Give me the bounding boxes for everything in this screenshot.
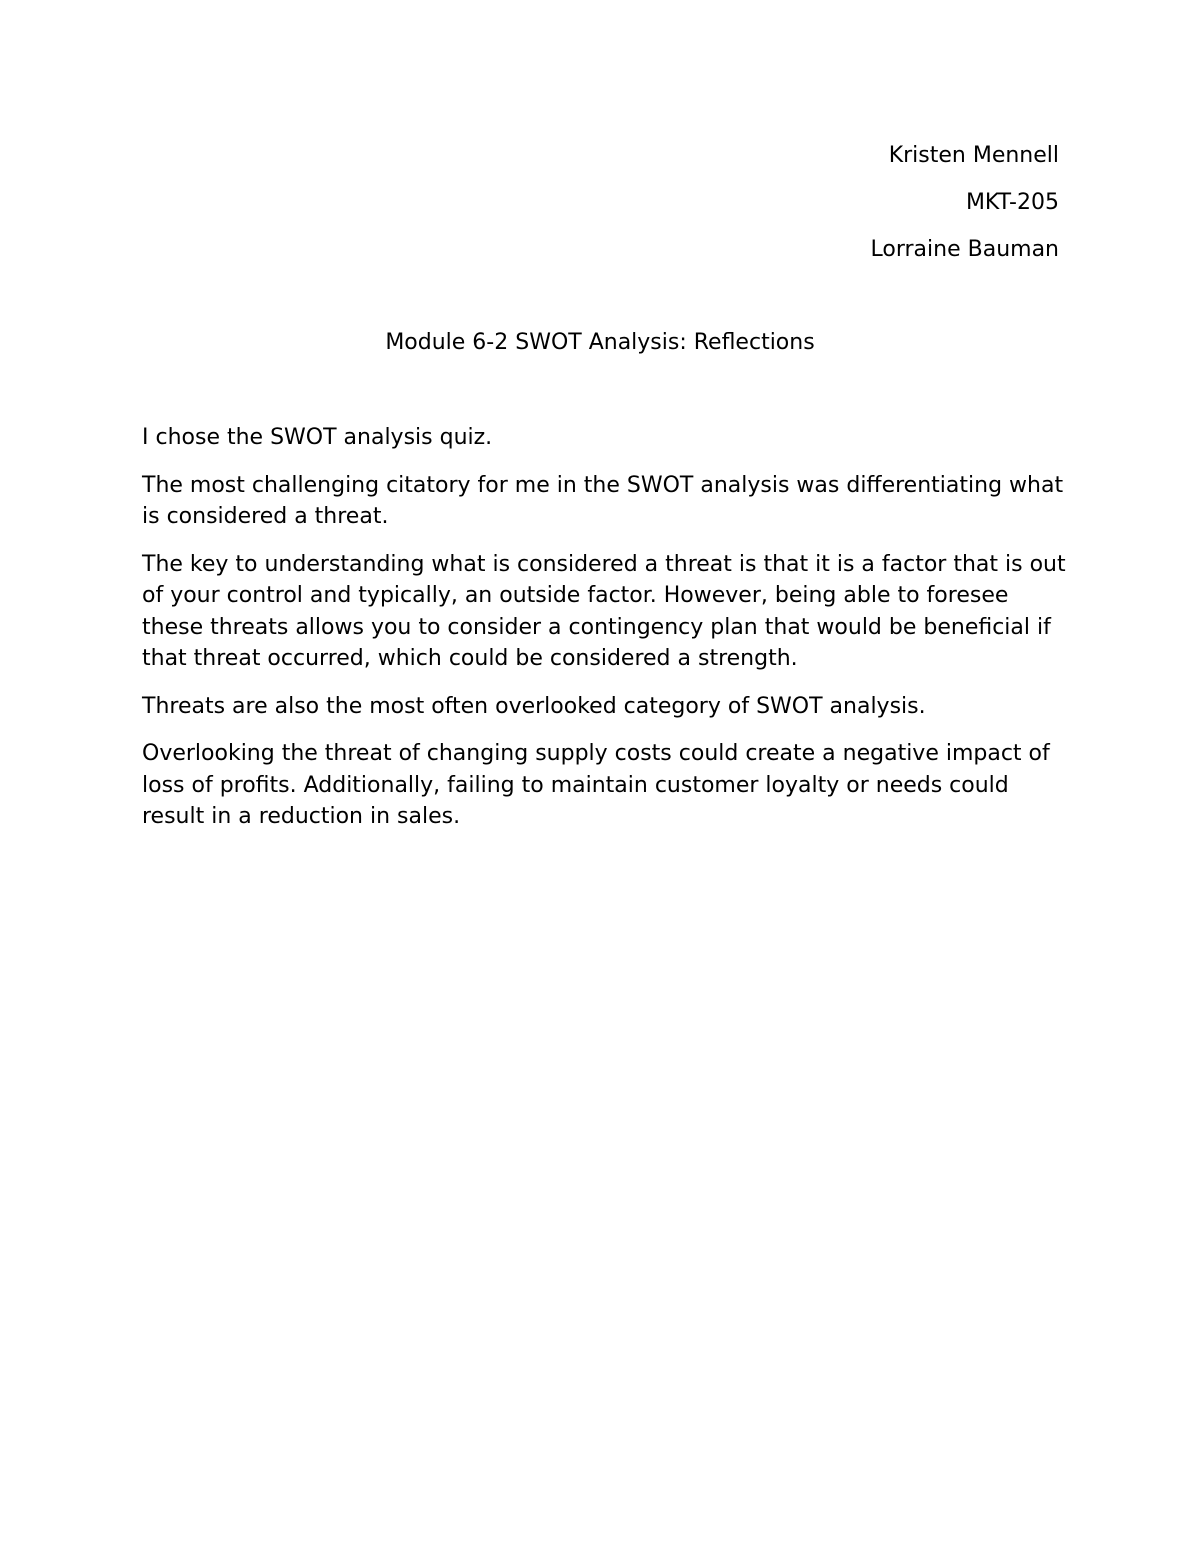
paragraph-threat-definition: The key to understanding what is considered a threat is that it is a factor that is out of your control and typically, an outside factor. However, being able to foresee these threats allows you to consider a contingency plan that would be beneficial if that threat occurred, which could be considered a strength. <box>142 551 1066 671</box>
instructor-name: Lorraine Bauman <box>870 237 1059 262</box>
paragraph-quiz-choice: I chose the SWOT analysis quiz. <box>142 425 493 450</box>
paragraph-examples: Overlooking the threat of changing supply costs could create a negative impact of loss of profits. Additionally, failing to maintain customer loyalty or needs could result in a reduction in sales. <box>142 741 1050 829</box>
document-title: Module 6-2 SWOT Analysis: Reflections <box>385 330 815 355</box>
document-body <box>142 422 1067 849</box>
header-block <box>871 140 1059 281</box>
paragraph-overlooked: Threats are also the most often overlooked category of SWOT analysis. <box>142 693 926 719</box>
paragraph-challenge: The most challenging citatory for me in the SWOT analysis was differentiating what is considered a threat. <box>142 472 1064 529</box>
author-name: Kristen Mennell <box>888 143 1059 168</box>
course-code: MKT-205 <box>965 190 1059 215</box>
